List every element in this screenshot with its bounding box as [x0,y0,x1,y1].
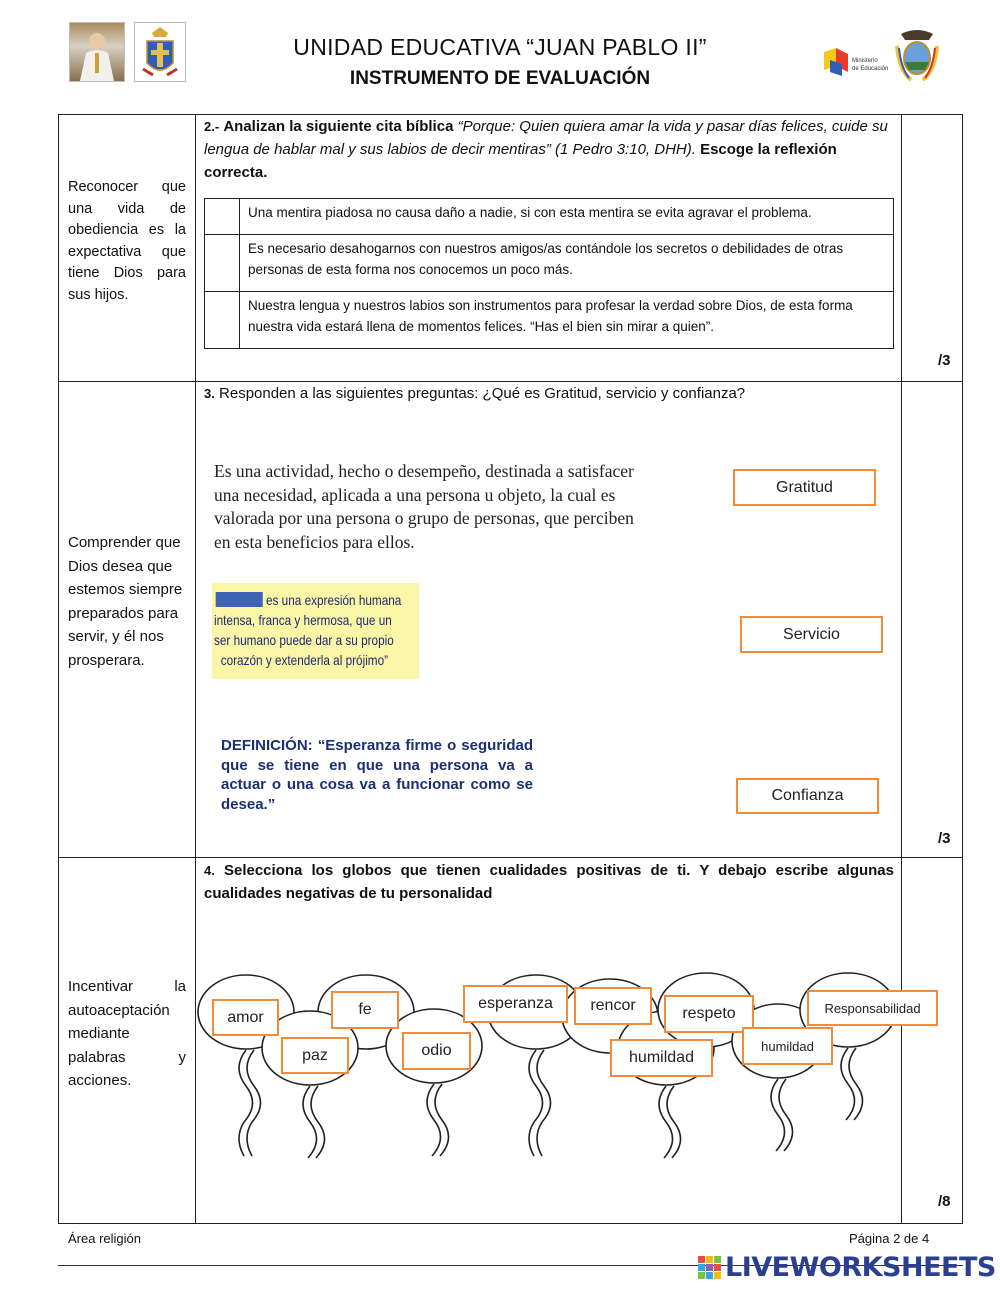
footer-area: Área religión [68,1231,141,1246]
column-divider [901,114,902,1224]
score-row-1: /3 [938,352,951,369]
objective-row-2: Comprender que Dios desea que estemos siempre preparados para servir, y él nos prosperara. [68,534,183,669]
liveworksheets-brand [698,1252,996,1283]
option-checkbox[interactable] [205,235,240,292]
score-row-2: /3 [938,830,951,847]
answer-box-servicio[interactable]: Servicio [740,616,883,653]
question-instruction: Selecciona los globos que tienen cualidades positivas de ti. Y debajo escribe algunas cualidades negativas de tu personalidad [204,862,894,902]
option-checkbox[interactable] [205,199,240,235]
balloon-word-humildad[interactable]: humildad [610,1039,713,1077]
question-3 [204,382,894,405]
answer-box-confianza[interactable]: Confianza [736,778,879,814]
instrument-subtitle: INSTRUMENTO DE EVALUACIÓN [349,68,651,89]
bible-quote: “Porque: Quien quiera amar la vida y pasar días felices, cuide su lengua de hablar mal y sus labios de decir mentiras” (1 Pedro 3:10, DHH). [204,118,888,158]
option-checkbox[interactable] [205,292,240,349]
options-table [204,198,894,349]
ecuador-shield-icon [893,26,941,86]
question-number: 2.- [204,119,220,134]
question-4 [204,859,894,905]
balloon-word-paz[interactable]: paz [281,1037,349,1074]
option-text: Nuestra lengua y nuestros labios son instrumentos para profesar la verdad sobre Dios, de esta forma nuestra vida estará llena de momentos felices. “Has el bien sin mirar a quien”. [240,292,894,349]
balloon-word-respeto[interactable]: respeto [664,995,754,1033]
definition-line: intensa, franca y hermosa, que un [214,612,392,628]
definition-gratitud [214,590,402,670]
balloon-word-humildad-small[interactable]: humildad [742,1027,833,1065]
objective-row-1: Reconocer que una vida de obediencia es la expectativa que tiene Dios para sus hijos. [68,179,186,303]
balloon-word-rencor[interactable]: rencor [574,987,652,1025]
option-row[interactable] [205,235,894,292]
question-instruction: Responden a las siguientes preguntas: ¿Qué es Gratitud, servicio y confianza? [219,385,746,402]
question-number: 3. [204,386,215,401]
balloon-word-amor[interactable]: amor [212,999,279,1036]
footer-page-number: Página 2 de 4 [849,1231,930,1246]
row-divider [58,857,963,858]
ministry-education-icon [822,46,890,82]
school-title: UNIDAD EDUCATIVA “JUAN PABLO II” [293,34,707,60]
definition-line: ser humano puede dar a su propio [214,632,394,648]
definition-servicio: Es una actividad, hecho o desempeño, destinada a satisfacer una necesidad, aplicada a una persona u objeto, la cual es valorada por una persona o grupo de personas, que perciben en esta beneficios para ellos. [214,461,634,552]
question-task: Escoge la reflexión correcta. [204,141,837,181]
question-instruction: Analizan la siguiente cita bíblica [223,118,454,135]
svg-text:Ministerio: Ministerio [852,58,878,64]
ministry-logo [822,46,890,82]
answer-box-gratitud[interactable]: Gratitud [733,469,876,506]
score-row-3: /8 [938,1193,951,1210]
question-number: 4. [204,863,215,878]
question-2 [204,115,894,184]
option-text: Una mentira piadosa no causa daño a nadie, si con esta mentira se evita agravar el problema. [240,199,894,235]
liveworksheets-logo-icon [698,1256,722,1280]
definition-line: corazón y extenderla al prójimo” [220,652,389,668]
definition-line: es una expresión humana [265,592,402,608]
ecuador-coat-of-arms [893,26,941,86]
brand-text: LIVEWORKSHEETS [725,1252,996,1283]
svg-text:de Educación: de Educación [852,66,889,72]
option-text: Es necesario desahogarnos con nuestros amigos/as contándole los secretos o debilidades de otras personas de esta forma nos conocemos un poco más. [240,235,894,292]
definition-confianza: DEFINICIÓN: “Esperanza firme o seguridad que se tiene en que una persona va a actuar o una cosa va a funcionar como se desea.” [221,737,533,813]
option-row[interactable] [205,292,894,349]
option-row[interactable] [205,199,894,235]
balloon-word-odio[interactable]: odio [402,1032,471,1070]
balloon-word-responsabilidad[interactable]: Responsabilidad [807,990,938,1026]
balloon-word-fe[interactable]: fe [331,991,399,1029]
objective-row-3: Incentivar la autoaceptación mediante palabras y acciones. [68,978,186,1089]
hidden-word-blank [216,592,263,607]
balloon-word-esperanza[interactable]: esperanza [463,985,568,1023]
